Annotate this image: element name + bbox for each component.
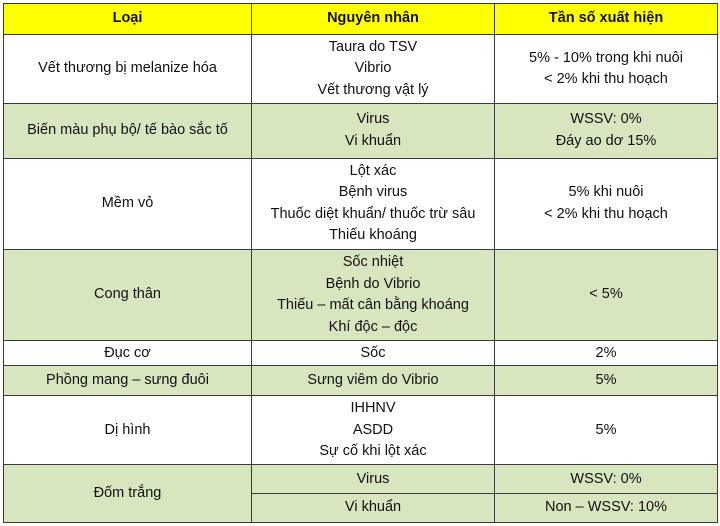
cause-cell — [252, 158, 495, 249]
table-row — [4, 465, 718, 494]
cause-cell: Vi khuẩn — [252, 494, 495, 523]
frequency-cell — [495, 35, 718, 104]
type-cell: Đốm trắng — [4, 465, 252, 523]
table-row — [4, 366, 718, 396]
cause-line: Virus — [356, 111, 390, 128]
type-cell: Vết thương bị melanize hóa — [4, 35, 252, 104]
table-row — [4, 158, 718, 249]
cause-line: Lột xác — [349, 162, 397, 179]
cause-line: IHHNV — [350, 400, 396, 417]
frequency-line: 5% khi nuôi — [568, 184, 644, 201]
header-type: Loại — [4, 4, 252, 35]
type-cell: Mềm vỏ — [4, 158, 252, 249]
table-row — [4, 396, 718, 465]
type-cell: Phồng mang – sưng đuôi — [4, 366, 252, 396]
cause-cell — [252, 341, 495, 366]
cause-cell — [252, 104, 495, 158]
table-row — [4, 104, 718, 158]
cause-line: Sốc nhiệt — [342, 254, 404, 271]
frequency-cell — [495, 158, 718, 249]
cause-line: Sự cố khi lột xác — [319, 443, 427, 460]
header-frequency: Tần số xuất hiện — [495, 4, 718, 35]
cause-line: Vi khuẩn — [344, 132, 402, 149]
cause-cell — [252, 366, 495, 396]
type-cell: Cong thân — [4, 249, 252, 340]
cause-line: Vibrio — [354, 60, 392, 77]
frequency-line: < 2% khi thu hoạch — [544, 71, 668, 88]
cause-cell: Virus — [252, 465, 495, 494]
cause-line: Sốc — [360, 344, 386, 361]
cause-cell — [252, 249, 495, 340]
frequency-line: 5% — [595, 372, 617, 389]
type-cell: Biến màu phụ bộ/ tế bào sắc tố — [4, 104, 252, 158]
type-cell: Dị hình — [4, 396, 252, 465]
cause-cell — [252, 396, 495, 465]
cause-line: ASDD — [352, 421, 394, 438]
frequency-line: 2% — [595, 344, 617, 361]
frequency-cell — [495, 396, 718, 465]
table-row — [4, 341, 718, 366]
cause-line: Thiếu – mất cân bằng khoáng — [277, 297, 469, 314]
frequency-line: 5% — [595, 421, 617, 438]
cause-line: Khí độc – độc — [328, 318, 418, 335]
cause-line: Bệnh do Vibrio — [325, 275, 421, 292]
frequency-line: 5% - 10% trong khi nuôi — [529, 49, 683, 66]
table-row — [4, 35, 718, 104]
frequency-line: < 2% khi thu hoạch — [544, 205, 668, 222]
frequency-cell — [495, 249, 718, 340]
frequency-cell: Non – WSSV: 10% — [495, 494, 718, 523]
frequency-cell: WSSV: 0% — [495, 465, 718, 494]
cause-line: Thuốc diệt khuẩn/ thuốc trừ sâu — [270, 205, 476, 222]
type-cell: Đục cơ — [4, 341, 252, 366]
cause-line: Taura do TSV — [328, 38, 418, 55]
frequency-line: < 5% — [589, 286, 623, 303]
table-row — [4, 249, 718, 340]
cause-line: Vết thương vật lý — [317, 81, 429, 98]
data-table — [3, 3, 718, 523]
frequency-cell — [495, 104, 718, 158]
cause-cell — [252, 35, 495, 104]
frequency-line: Đáy ao dơ 15% — [555, 132, 657, 149]
frequency-line: WSSV: 0% — [570, 111, 642, 128]
cause-line: Sưng viêm do Vibrio — [307, 372, 439, 389]
cause-line: Thiếu khoáng — [329, 227, 417, 244]
cause-line: Bệnh virus — [338, 184, 408, 201]
header-row — [4, 4, 718, 35]
frequency-cell — [495, 341, 718, 366]
header-cause: Nguyên nhân — [252, 4, 495, 35]
frequency-cell — [495, 366, 718, 396]
